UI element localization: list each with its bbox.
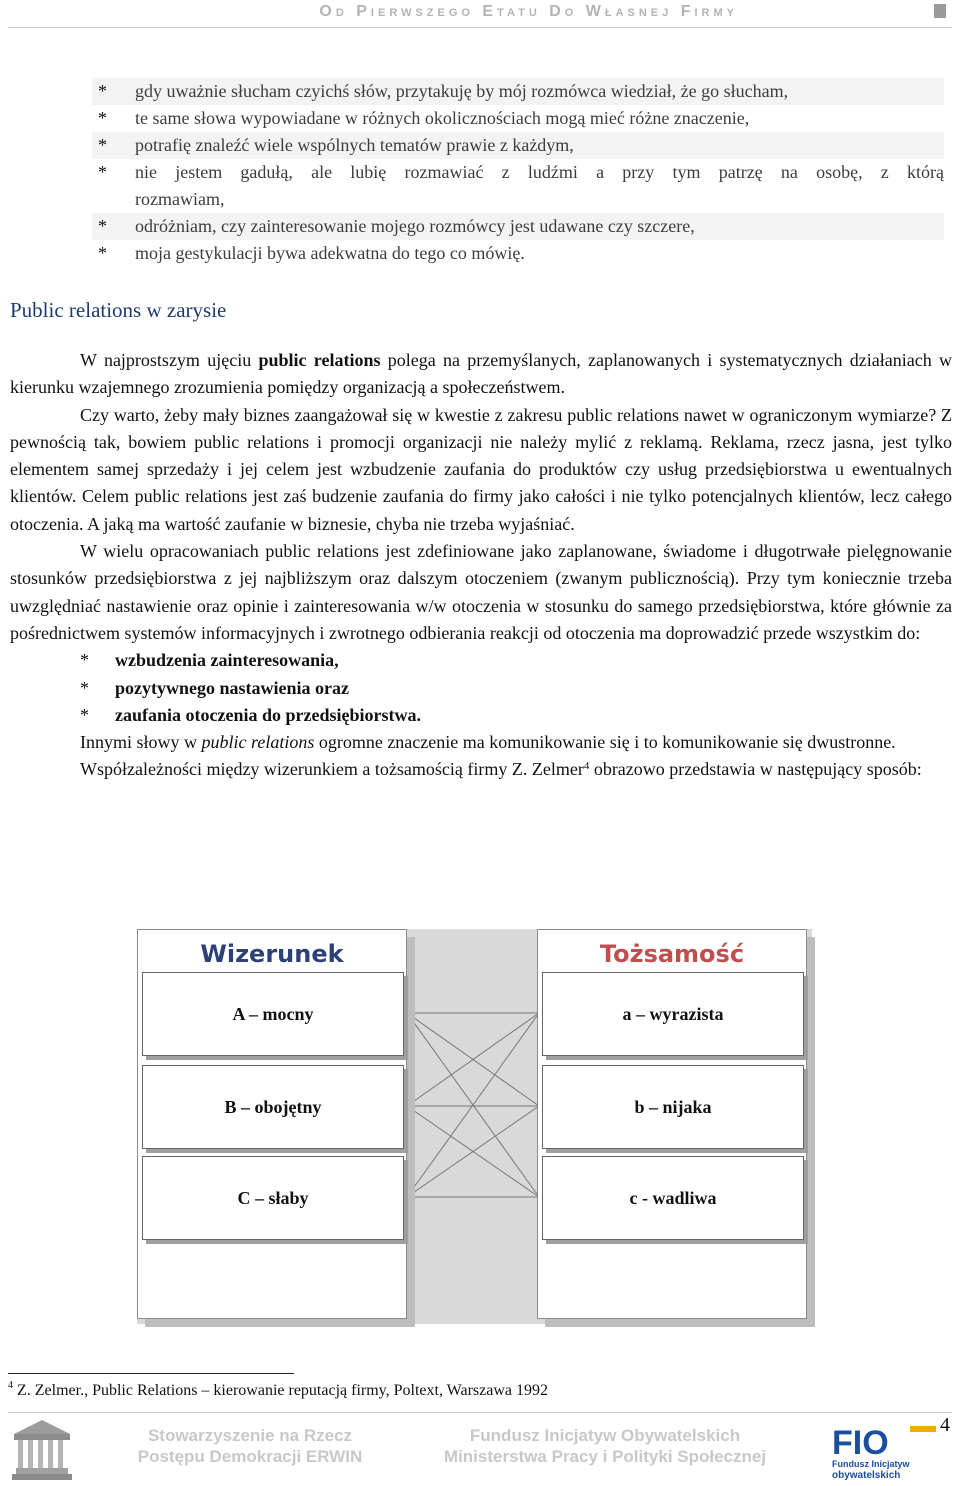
page-number: 4 <box>940 1414 950 1436</box>
footer-divider <box>8 1412 952 1413</box>
footer-organization <box>115 1425 385 1467</box>
paragraph <box>10 347 952 402</box>
list-item <box>10 647 952 674</box>
list-item <box>92 105 944 132</box>
diagram-box: A – mocny <box>142 972 404 1056</box>
diagram-box: a – wyrazista <box>542 972 804 1056</box>
fio-logo-text: FIO <box>832 1424 889 1462</box>
list-item-text: zaufania otoczenia do przedsiębiorstwa. <box>115 704 421 725</box>
section-title: Public relations w zarysie <box>10 298 227 322</box>
list-item <box>92 240 944 267</box>
diagram-box: b – nijaka <box>542 1065 804 1149</box>
bullet-star: * <box>80 650 89 671</box>
text-run-italic: public relations <box>201 732 315 753</box>
diagram-box: B – obojętny <box>142 1065 404 1149</box>
text-run-bold: public relations <box>258 350 381 370</box>
list-item-text: te same słowa wypowiadane w różnych okolicznościach mogą mieć różne znaczenie, <box>135 108 750 128</box>
list-item <box>92 132 944 159</box>
column-title: Wizerunek <box>200 940 344 968</box>
list-item-text: potrafię znaleźć wiele wspólnych tematów prawie z każdym, <box>135 135 574 155</box>
text-run: polega na przemyślanych, zaplanowanych i systematycznych działaniach w kierunku wzajemnego zrozumienia pomiędzy organizacją a społeczeństwem. <box>10 350 952 398</box>
identity-column <box>537 929 807 1319</box>
bullet-star: * <box>80 677 89 698</box>
paragraph: Czy warto, żeby mały biznes zaangażował się w kwestie z zakresu public relations nawet w ograniczonym wymiarze? Z pewnością tak, bowiem public relations i promocji organizacji nie należy mylić z reklamą. Reklama, rzecz jasna, jest tylko elementem samej sprzedaży i jej celem jest wzbudzenie zaufania do produktów czy usług przedsiębiorstwa u ewentualnych klientów. Celem public relations jest zaś budzenie zaufania do firmy jako całości i nie tylko potencjalnych klientów, lecz całego otoczenia. A jaką ma wartość zaufanie w biznesie, chyba nie trzeba wyjaśniać. <box>10 404 952 534</box>
column-title: Tożsamość <box>599 940 745 968</box>
list-item <box>92 159 944 186</box>
header-corner-mark <box>934 4 946 18</box>
list-item <box>92 78 944 105</box>
list-item <box>10 675 952 702</box>
checklist <box>92 78 944 267</box>
diagram-box: c - wadliwa <box>542 1156 804 1240</box>
footnote-number: 4 <box>8 1380 13 1391</box>
header-divider <box>8 27 952 28</box>
paragraph: W wielu opracowaniach public relations jest zdefiniowane jako zaplanowane, świadome i długotrwałe pielęgnowanie stosunków przedsiębiorstwa z jej najbliższym oraz dalszym otoczeniem (zwanym publicznością). Przy tym koniecznie trzeba uwzględniać nastawienie oraz opinie i zainteresowania w/w otoczenia w stosunku do samego przedsiębiorstwa, które głównie za pośrednictwem systemów informacyjnych i zwrotnego odbierania reakcji od otoczenia ma doprowadzić przede wszystkim do: <box>10 541 952 643</box>
list-item-text: rozmawiam, <box>135 189 225 209</box>
text-run: W najprostszym ujęciu <box>80 350 259 370</box>
text-run: ogromne znaczenie ma komunikowanie się i to komunikowanie się dwustronne. <box>314 732 896 753</box>
bullet-star: * <box>98 135 107 155</box>
list-item-text: gdy uważnie słucham czyichś słów, przytakuję by mój rozmówca wiedział, że go słucham, <box>135 81 789 101</box>
bullet-star: * <box>98 81 107 101</box>
bullet-star: * <box>98 216 107 236</box>
list-item <box>92 213 944 240</box>
text-run: obrazowo przedstawia w następujący sposób: <box>589 759 922 780</box>
bullet-star: * <box>98 243 107 263</box>
list-item <box>10 702 952 729</box>
temple-logo-icon <box>8 1416 76 1484</box>
fio-logo-icon <box>830 1420 940 1480</box>
bullet-star: * <box>80 704 89 725</box>
header-title: Od Pierwszego Etatu Do Własnej Firmy <box>319 3 738 20</box>
paragraph <box>10 756 952 783</box>
list-item-text: pozytywnego nastawienia oraz <box>115 677 349 698</box>
list-item-text: wzbudzenia zainteresowania, <box>115 650 339 671</box>
footer-text: Postępu Demokracji ERWIN <box>137 1447 363 1466</box>
list-item-continuation <box>92 186 944 213</box>
body-text <box>10 347 952 784</box>
page-header <box>0 0 960 28</box>
footer-fund <box>420 1425 790 1467</box>
image-identity-diagram <box>137 929 812 1324</box>
fio-logo-sub: obywatelskich <box>832 1470 901 1480</box>
footer-text: Ministerstwa Pracy i Polityki Społecznej <box>443 1447 767 1466</box>
list-item-text: nie jestem gadułą, ale lubię rozmawiać z ludźmi a przy tym patrzę na osobę, z którą <box>135 162 944 182</box>
footnote-text: Z. Zelmer., Public Relations – kierowanie reputacją firmy, Poltext, Warszawa 1992 <box>13 1382 549 1399</box>
fio-logo-sub: Fundusz Inicjatyw <box>832 1459 910 1469</box>
paragraph <box>10 729 952 756</box>
text-run: Innymi słowy w <box>80 732 202 753</box>
list-item-text: moja gestykulacji bywa adekwatna do tego co mówię. <box>135 243 525 263</box>
bullet-star: * <box>98 162 107 182</box>
text-run: Współzależności między wizerunkiem a tożsamością firmy Z. Zelmer <box>80 759 584 780</box>
footer-text: Stowarzyszenie na Rzecz <box>147 1426 353 1445</box>
list-item-text: odróżniam, czy zainteresowanie mojego rozmówcy jest udawane czy szczere, <box>135 216 695 236</box>
footnote-divider <box>8 1373 294 1374</box>
footnote-ref[interactable]: 4 <box>583 760 590 773</box>
diagram-box: C – słaby <box>142 1156 404 1240</box>
footnote <box>8 1382 548 1400</box>
bullet-star: * <box>98 108 107 128</box>
footer-text: Fundusz Inicjatyw Obywatelskich <box>469 1426 741 1445</box>
image-column <box>137 929 407 1319</box>
goals-list <box>10 647 952 729</box>
